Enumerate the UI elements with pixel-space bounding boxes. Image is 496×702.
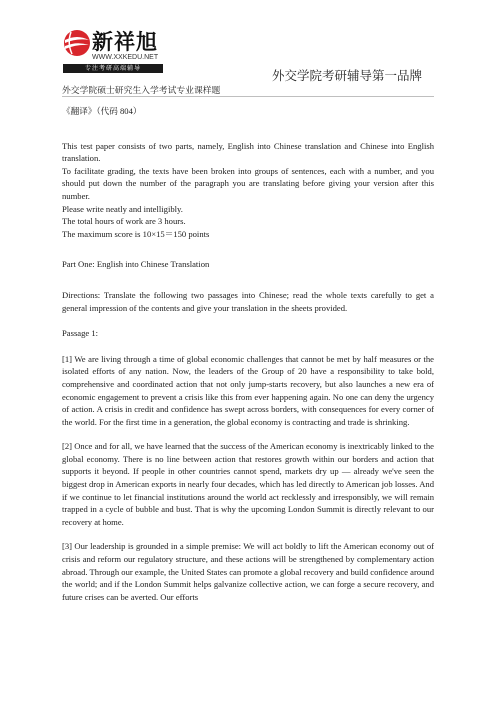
instruction-line: This test paper consists of two parts, namely, English into Chinese translation and Chinese into English translation. <box>62 140 434 164</box>
header-divider <box>62 96 434 97</box>
brand-logo <box>62 26 182 88</box>
instruction-line: The maximum score is 10×15＝150 points <box>62 228 210 239</box>
exam-title: 《翻译》（代码 804） <box>62 106 142 116</box>
logo-slogan: 专注考研高端辅导 <box>63 64 163 73</box>
instruction-line: To facilitate grading, the texts have been broken into groups of sentences, each with a number, and you should put down the number of the paragraph you are translating before giving your version after this number. <box>62 165 434 201</box>
globe-logo-icon <box>62 28 92 58</box>
logo-wordmark: 新祥旭 <box>92 30 158 54</box>
instruction-line: Please write neatly and intelligibly. <box>62 203 183 214</box>
document-body <box>62 103 434 603</box>
logo-url: WWW.XXKEDU.NET <box>92 54 159 61</box>
passage-paragraph: [2] Once and for all, we have learned that the success of the American economy is inextricably linked to the global economy. There is no line between action that restores growth within our borders and action that supports it beyond. If people in other countries cannot spend, markets dry up — already we've seen the biggest drop in American exports in nearly four decades, which has led directly to American job losses. And if we continue to let financial institutions around the world act recklessly and irresponsibly, we will remain trapped in a cycle of bubble and bust. That is why the upcoming London Summit is directly relevant to our recovery at home. <box>62 441 434 527</box>
passage-label: Passage 1: <box>62 328 99 339</box>
header-tagline: 外交学院考研辅导第一品牌 <box>272 68 423 83</box>
passage-paragraph: [3] Our leadership is grounded in a simple premise: We will act boldly to lift the American economy out of crisis and reform our regulatory structure, and these actions will be strengthened by complementary action abroad. Through our example, the United States can promote a global recovery and build confidence around the world; and if the London Summit helps galvanize collective action, we can forge a secure recovery, and future crises can be averted. Our efforts <box>62 541 434 602</box>
header-subtitle: 外交学院硕士研究生入学考试专业课样题 <box>62 85 221 95</box>
instruction-line: The total hours of work are 3 hours. <box>62 216 186 227</box>
directions-text: Directions: Translate the following two passages into Chinese; read the whole texts carefully to get a general impression of the contents and give your translation in the sheets provided. <box>62 289 434 313</box>
passage-paragraph: [1] We are living through a time of global economic challenges that cannot be met by half measures or the isolated efforts of any nation. Now, the leaders of the Group of 20 have a responsibility to take bold, comprehensive and coordinated action that not only jump-starts recovery, but also launches a new era of economic engagement to prevent a crisis like this from ever happening again. No one can deny the urgency of action. A crisis in credit and confidence has swept across borders, with consequences for every corner of the world. For the first time in a generation, the global economy is contracting and trade is shrinking. <box>62 353 434 427</box>
section-heading: Part One: English into Chinese Translation <box>62 259 210 270</box>
